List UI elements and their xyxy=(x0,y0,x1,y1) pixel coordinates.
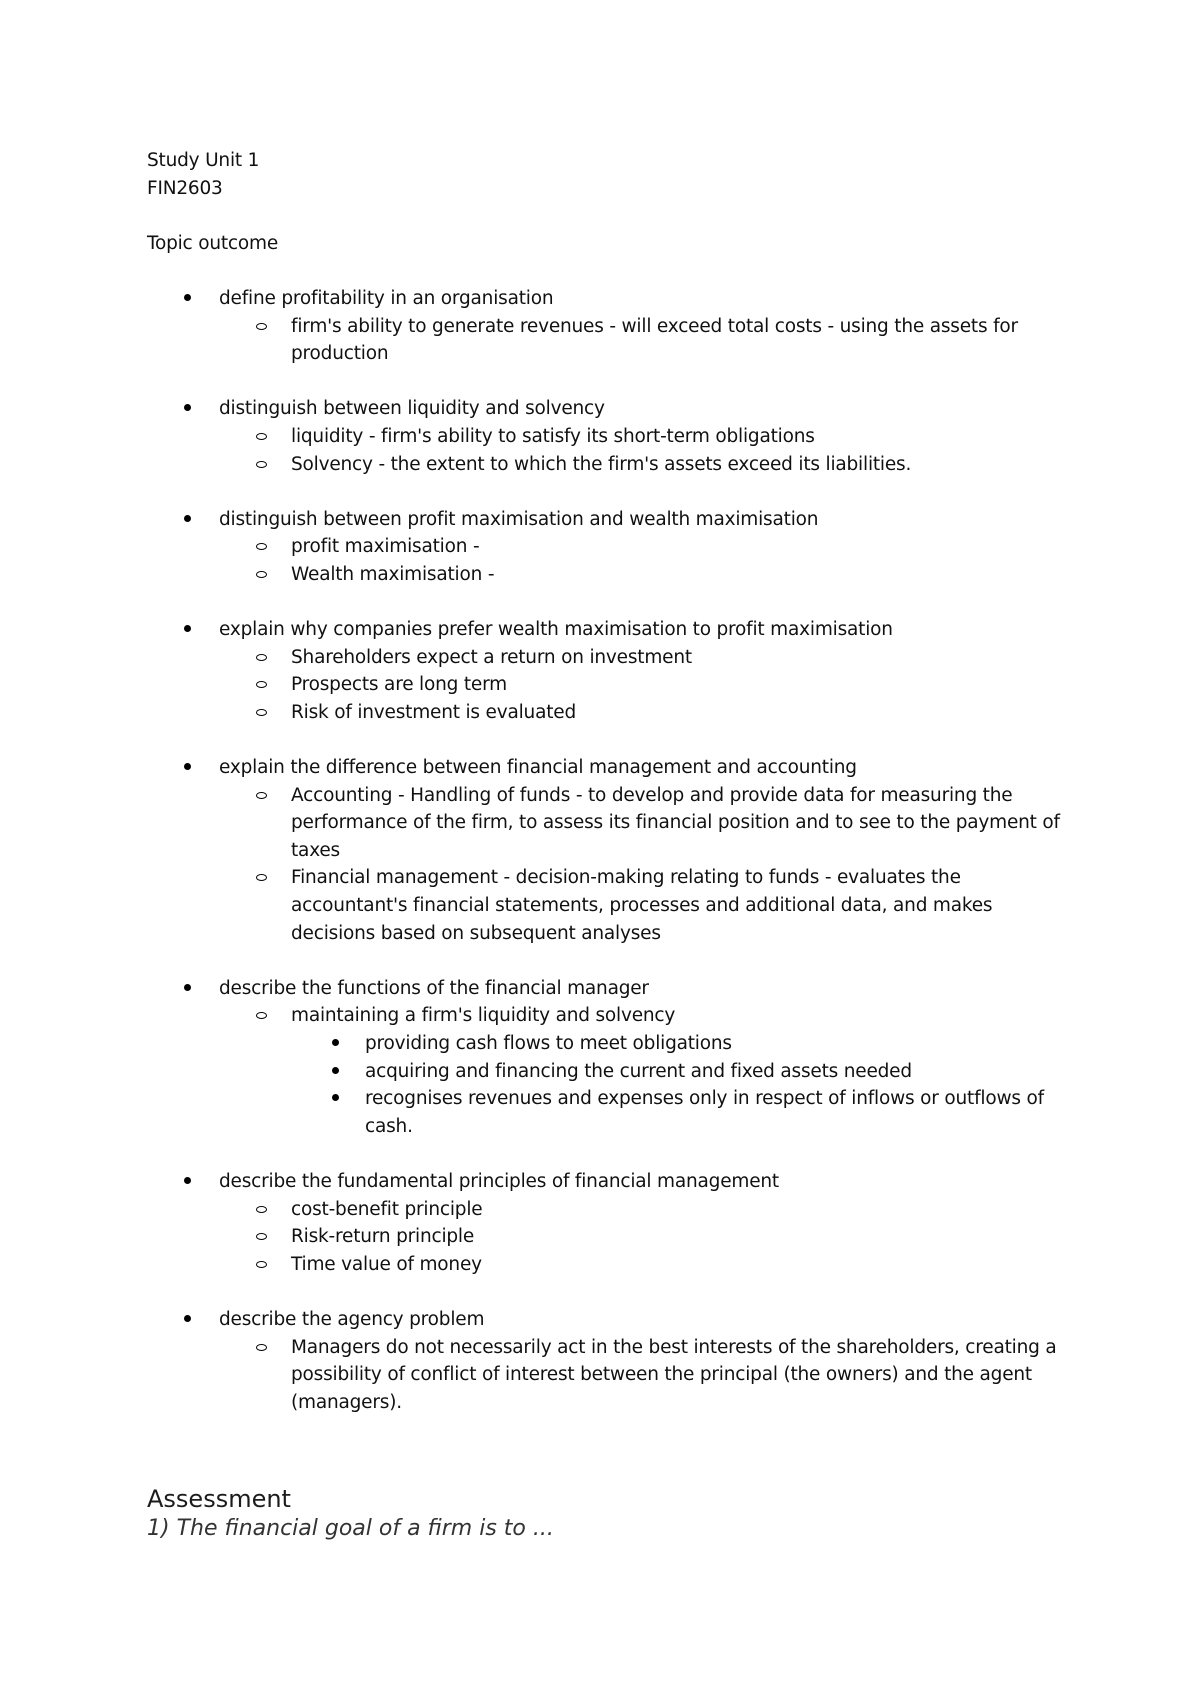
outcome-item xyxy=(147,754,1077,782)
outcome-subitem xyxy=(147,1002,1077,1030)
subitem-text: profit maximisation - xyxy=(291,536,480,558)
subitem-text: firm's ability to generate revenues - will exceed total costs - using the assets for production xyxy=(291,315,1018,365)
circle-bullet-icon xyxy=(256,461,267,468)
bullet-icon xyxy=(184,294,191,301)
subsubitem-text: providing cash flows to meet obligations xyxy=(365,1033,732,1054)
circle-bullet-icon xyxy=(256,571,267,578)
bullet-icon xyxy=(332,1039,339,1046)
outcome-text: explain why companies prefer wealth maximisation to profit maximisation xyxy=(219,619,893,641)
outcome-subitem xyxy=(147,451,1077,479)
outcome-list xyxy=(147,754,1077,947)
outcome-subsubitem xyxy=(147,1085,1077,1140)
outcome-item xyxy=(147,506,1077,534)
outcome-item xyxy=(147,1168,1077,1196)
course-code: FIN2603 xyxy=(147,177,223,199)
assessment-section xyxy=(147,1484,1077,1544)
outcome-subitem xyxy=(147,1196,1077,1224)
subitem-text: Time value of money xyxy=(291,1253,482,1275)
outcome-list xyxy=(147,975,1077,1141)
circle-bullet-icon xyxy=(256,543,267,550)
outcome-subitem xyxy=(147,864,1077,947)
subitem-text: Risk-return principle xyxy=(291,1226,475,1248)
circle-bullet-icon xyxy=(256,792,267,799)
outcome-list xyxy=(147,506,1077,589)
outcome-text: describe the agency problem xyxy=(219,1308,485,1330)
circle-bullet-icon xyxy=(256,681,267,688)
outcome-text: describe the functions of the financial manager xyxy=(219,977,649,999)
outcome-text: distinguish between profit maximisation and wealth maximisation xyxy=(219,508,819,530)
outcome-subitem xyxy=(147,699,1077,727)
outcome-list xyxy=(147,285,1077,368)
outcome-list xyxy=(147,616,1077,726)
outcome-subitem xyxy=(147,1223,1077,1251)
outcome-text: explain the difference between financial management and accounting xyxy=(219,757,857,779)
circle-bullet-icon xyxy=(256,1233,267,1240)
bullet-icon xyxy=(184,763,191,770)
bullet-icon xyxy=(184,1177,191,1184)
document-body xyxy=(147,147,1077,1416)
subitem-text: Solvency - the extent to which the firm's assets exceed its liabilities. xyxy=(291,453,912,475)
circle-bullet-icon xyxy=(256,1344,267,1351)
outcome-subitem xyxy=(147,423,1077,451)
outcome-item xyxy=(147,616,1077,644)
circle-bullet-icon xyxy=(256,654,267,661)
outcome-subitem xyxy=(147,782,1077,865)
section-heading: Topic outcome xyxy=(147,232,279,254)
subitem-text: liquidity - firm's ability to satisfy its short-term obligations xyxy=(291,425,815,447)
subitem-text: cost-benefit principle xyxy=(291,1198,483,1220)
subitem-text: Financial management - decision-making relating to funds - evaluates the accountant's financial statements, processes and additional data, and makes decisions based on subsequent analyses xyxy=(291,867,993,944)
circle-bullet-icon xyxy=(256,1261,267,1268)
outcome-subitem xyxy=(147,1334,1077,1417)
outcome-list xyxy=(147,395,1077,478)
outcome-subitem xyxy=(147,313,1077,368)
circle-bullet-icon xyxy=(256,1206,267,1213)
bullet-icon xyxy=(332,1094,339,1101)
study-unit-title: Study Unit 1 xyxy=(147,150,260,171)
subitem-text: Wealth maximisation - xyxy=(291,563,495,585)
assessment-heading: Assessment xyxy=(147,1485,291,1513)
outcome-item xyxy=(147,285,1077,313)
bullet-icon xyxy=(332,1067,339,1074)
outcome-item xyxy=(147,975,1077,1003)
circle-bullet-icon xyxy=(256,1012,267,1019)
circle-bullet-icon xyxy=(256,323,267,330)
outcome-item xyxy=(147,395,1077,423)
outcome-subitem xyxy=(147,644,1077,672)
outcome-subitem xyxy=(147,671,1077,699)
subitem-text: Prospects are long term xyxy=(291,674,507,696)
bullet-icon xyxy=(184,404,191,411)
subsubitem-text: acquiring and financing the current and fixed assets needed xyxy=(365,1060,912,1082)
outcome-text: distinguish between liquidity and solvency xyxy=(219,398,605,420)
outcome-subsubitem xyxy=(147,1030,1077,1058)
subitem-text: Managers do not necessarily act in the best interests of the shareholders, creating a possibility of conflict of interest between the principal (the owners) and the agent (managers). xyxy=(291,1336,1057,1413)
outcome-subitem xyxy=(147,1251,1077,1279)
outcome-subsubitem xyxy=(147,1058,1077,1086)
outcome-text: describe the fundamental principles of financial management xyxy=(219,1170,779,1192)
outcome-list xyxy=(147,1168,1077,1278)
outcome-text: define profitability in an organisation xyxy=(219,287,554,309)
outcome-item xyxy=(147,1306,1077,1334)
bullet-icon xyxy=(184,1315,191,1322)
outcome-list xyxy=(147,1306,1077,1416)
bullet-icon xyxy=(184,625,191,632)
subitem-text: Shareholders expect a return on investment xyxy=(291,646,692,668)
subitem-text: maintaining a firm's liquidity and solvency xyxy=(291,1005,676,1027)
assessment-question: 1) The financial goal of a firm is to ... xyxy=(147,1516,554,1541)
subitem-text: Risk of investment is evaluated xyxy=(291,701,576,723)
subsubitem-text: recognises revenues and expenses only in respect of inflows or outflows of cash. xyxy=(365,1088,1044,1137)
outcome-subitem xyxy=(147,561,1077,589)
bullet-icon xyxy=(184,515,191,522)
circle-bullet-icon xyxy=(256,709,267,716)
outcome-subitem xyxy=(147,533,1077,561)
circle-bullet-icon xyxy=(256,433,267,440)
circle-bullet-icon xyxy=(256,874,267,881)
subitem-text: Accounting - Handling of funds - to develop and provide data for measuring the performance of the firm, to assess its financial position and to see to the payment of taxes xyxy=(291,784,1060,861)
bullet-icon xyxy=(184,984,191,991)
